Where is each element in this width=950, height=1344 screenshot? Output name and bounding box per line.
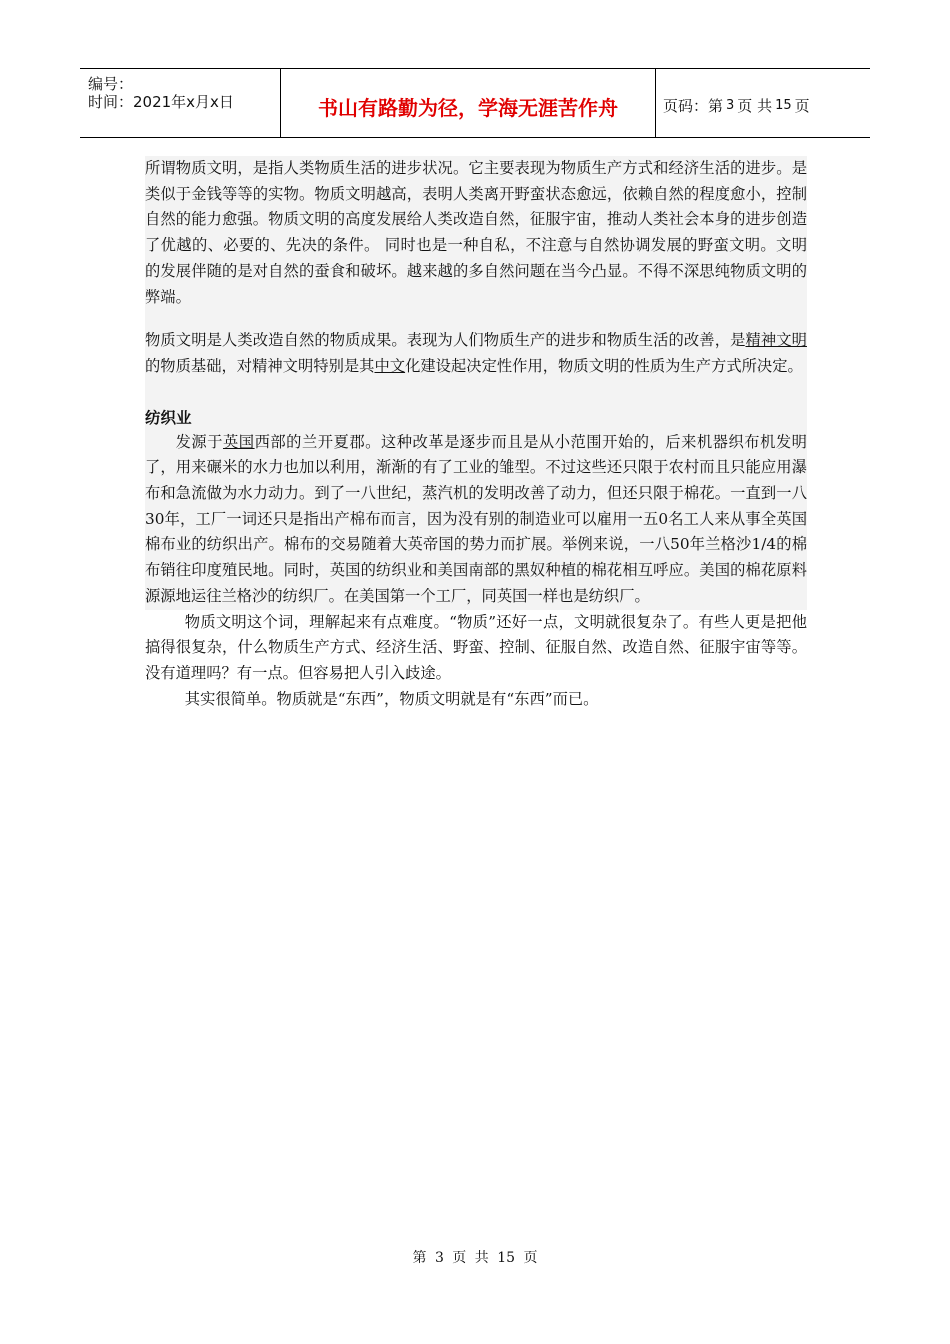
paragraph-2 [145,328,807,379]
header-divider [655,69,656,137]
para2-text: 物质文明是人类改造自然的物质成果。表现为人们物质生产的进步和物质生活的改善，是 [145,331,746,350]
section-heading: 纺织业 [145,406,807,430]
page-footer: 第 3 页 共 15 页 [412,1250,538,1266]
page-suffix: 页 [794,96,810,115]
para3-text: 西部的兰开夏郡。这种改革是逐步而且是从小范围开始的，后来机器织布机发明了，用来碾米的水力也加以利用，渐渐的有了工业的雏型。不过这些还只限于农村而且只能应用瀑布和急流做为水力动力。到了一八世纪，蒸汽机的发明改善了动力，但还只限于棉花。一直到一八30年，工厂一词还只是指出产棉布而言，因为没有别的制造业可以雇用一五0名工人来从事全英国棉布业的纺织出产。棉布的交易随着大英帝国的势力而扩展。举例来说，一八50年兰格沙1/4的棉布销往印度殖民地。同时，英国的纺织业和美国南部的黑奴种植的棉花相互呼应。美国的棉花原料源源地运往兰格沙的纺织厂。在美国第一个工厂，同英国一样也是纺织厂。 [145,432,807,605]
link-zhongwen[interactable]: 中文 [374,356,406,375]
page-total: 15 [775,97,792,113]
paragraph-3 [145,430,807,610]
link-jingshen-wenming[interactable]: 精神文明 [745,331,807,350]
link-yingguo[interactable]: 英国 [222,432,255,451]
para2-text: 的物质基础，对精神文明特别是其 [145,356,375,375]
page-prefix: 页码：第 [663,96,724,115]
header-info-cell [80,69,280,137]
page-mid: 页 共 [737,96,773,115]
para3-text: 发源于 [175,432,223,451]
document-number-label: 编号： [88,75,134,93]
header-table [80,68,870,138]
paragraph-4: 物质文明这个词，理解起来有点难度。“物质”还好一点，文明就很复杂了。有些人更是把他搞得很复杂，什么物质生产方式、经济生活、野蛮、控制、征服自然、改造自然、征服宇宙等等。没有道理吗？有一点。但容易把人引入歧途。 [145,612,807,682]
page-current: 3 [726,97,735,113]
header-page-info [663,69,810,137]
paragraph-1: 所谓物质文明，是指人类物质生活的进步状况。它主要表现为物质生产方式和经济生活的进步。是类似于金钱等等的实物。物质文明越高，表明人类离开野蛮状态愈远，依赖自然的程度愈小，控制自然的能力愈强。物质文明的高度发展给人类改造自然，征服宇宙，推动人类社会本身的进步创造了优越的、必要的、先决的条件。 同时也是一种自私，不注意与自然协调发展的野蛮文明。文明的发展伴随的是对自然的蚕食和破坏。越来越的多自然问题在当今凸显。不得不深思纯物质文明的弊端。 [145,156,807,310]
paragraph-5: 其实很简单。物质就是“东西”，物质文明就是有“东西”而已。 [184,689,599,708]
document-time-label: 时间：2021年x月x日 [88,93,234,111]
document-body [145,156,807,712]
header-motto: 书山有路勤为径，学海无涯苦作舟 [318,95,618,120]
para2-text: 化建设起决定性作用，物质文明的性质为生产方式所决定。 [405,356,803,375]
